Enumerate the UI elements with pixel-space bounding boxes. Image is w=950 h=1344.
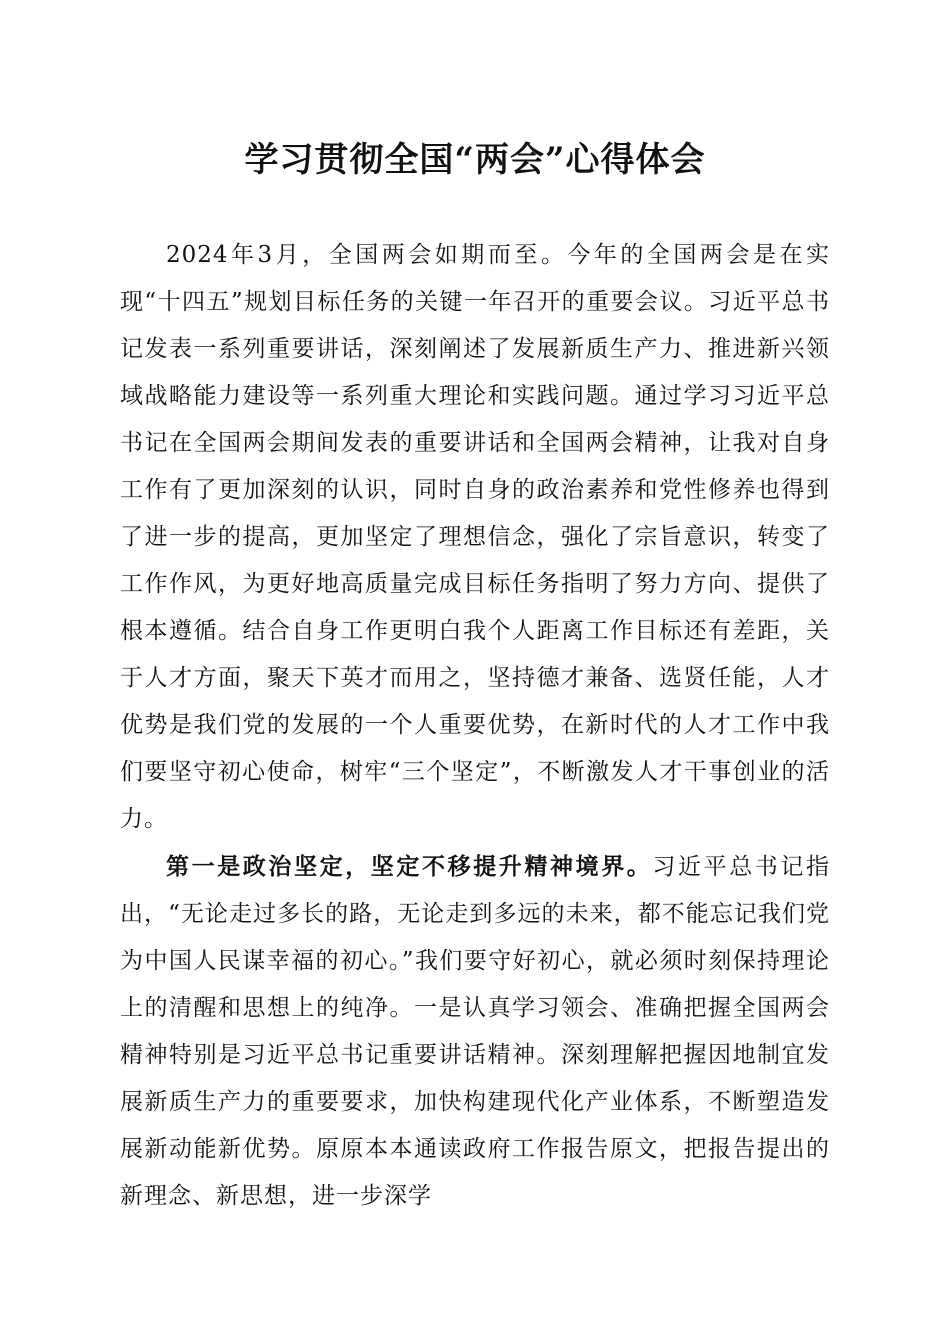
- paragraph-text: 2024年3月，全国两会如期而至。今年的全国两会是在实现“十四五”规划目标任务的关键一年召开的重要会议。习近平总书记发表一系列重要讲话，深刻阐述了发展新质生产力、推进新兴领域战略能力建设等一系列重大理论和实践问题。通过学习习近平总书记在全国两会期间发表的重要讲话和全国两会精神，让我对自身工作有了更加深刻的认识，同时自身的政治素养和党性修养也得到了进一步的提高，更加坚定了理想信念，强化了宗旨意识，转变了工作作风，为更好地高质量完成目标任务指明了努力方向、提供了根本遵循。结合自身工作更明白我个人距离工作目标还有差距，关于人才方面，聚天下英才而用之，坚持德才兼备、选贤任能，人才优势是我们党的发展的一个人重要优势，在新时代的人才工作中我们要坚守初心使命，树牢“三个坚定”，不断激发人才干事创业的活力。: [120, 242, 830, 832]
- paragraph-lead-heading: 第一是政治坚定，坚定不移提升精神境界。: [166, 853, 653, 880]
- document-title: 学习贯彻全国“两会”心得体会: [244, 140, 706, 180]
- paragraph-point-one: [120, 843, 830, 1220]
- document-body: [120, 232, 830, 1220]
- paragraph-intro: [120, 232, 830, 843]
- paragraph-text: 习近平总书记指出，“无论走过多长的路，无论走到多远的未来，都不能忘记我们党为中国人民谋幸福的初心。”我们要守好初心，就必须时刻保持理论上的清醒和思想上的纯净。一是认真学习领会、准确把握全国两会精神特别是习近平总书记重要讲话精神。深刻理解把握因地制宜发展新质生产力的重要要求，加快构建现代化产业体系，不断塑造发展新动能新优势。原原本本通读政府工作报告原文，把报告提出的新理念、新思想，进一步深学: [120, 854, 831, 1209]
